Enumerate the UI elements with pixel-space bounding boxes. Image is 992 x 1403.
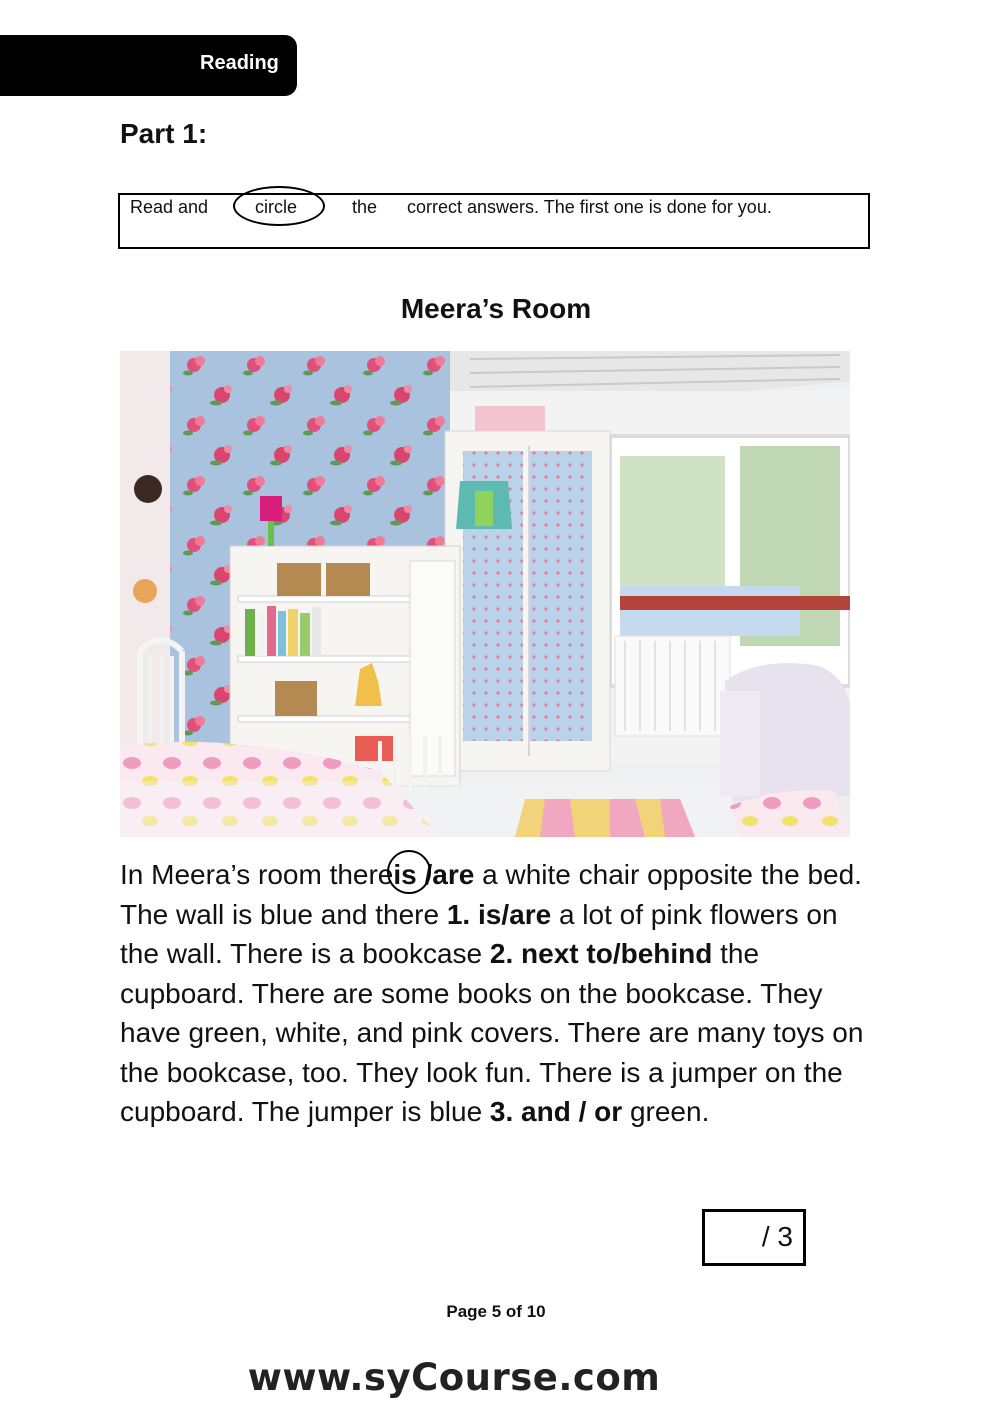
passage-text: a white chair opposite the bed. The wall is blue and there [120,859,862,930]
score-box [702,1209,806,1266]
passage-text: green. [622,1096,710,1127]
question-3-options[interactable]: 3. and / or [489,1096,623,1127]
part-title: Part 1: [120,118,208,149]
instruction-word: Read and [130,197,209,217]
section-tab [0,35,297,96]
passage-text: In Meera’s room there [120,859,394,890]
instruction-box [118,193,870,249]
passage-text: a lot of pink flowers on the wall. There is a bookcase [120,898,838,969]
reading-passage [120,855,880,1132]
website-footer: www.syCourse.com [247,1356,661,1399]
passage-text: the cupboard. There are some books on the bookcase. They have green, white, and pink covers. There are many toys on the bookcase, too. They look fun. There is a jumper on the cupboard. The jumper is blue [120,938,864,1127]
page-mid: of [501,1302,527,1321]
question-1-options[interactable]: 1. is/are [446,898,552,930]
example-circled-word: is [393,859,417,890]
passage-title: Meera’s Room [400,293,592,324]
score-label: / 3 [761,1221,793,1252]
instruction-word: the [352,197,378,217]
page-total: 10 [526,1302,546,1321]
example-answer [393,855,416,895]
section-tab-label: Reading [200,52,279,74]
question-2-options[interactable]: 2. next to/behind [489,938,713,969]
circle-annotation [233,186,325,226]
example-option: /are [416,859,475,890]
instruction-circled-word: circle [255,197,298,217]
page-prefix: Page [446,1302,492,1321]
instruction-word: correct answers. The first one is done for you. [407,197,772,217]
room-photo [120,351,850,837]
page-current: 5 [491,1302,502,1321]
page-number [0,1302,992,1322]
